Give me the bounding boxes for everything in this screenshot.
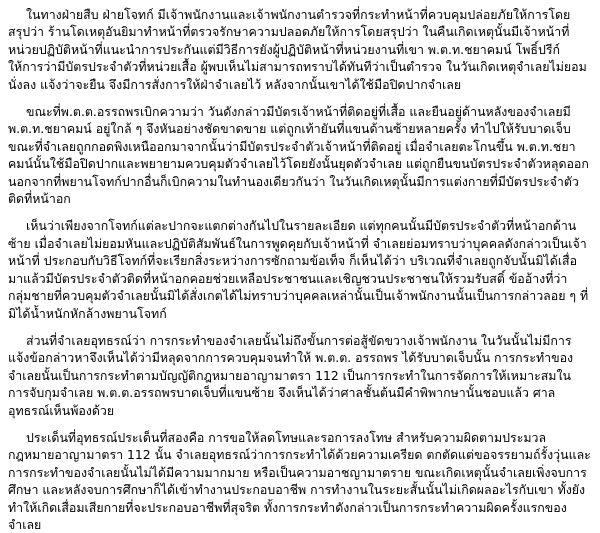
paragraph: ประเด็นที่อุทธรณ์ประเด็นที่สองคือ การขอให้ลดโทษและรอการลงโทษ สำหรับความผิดตามประมวลกฎหมายอาญามาตรา 112 นั้น จำเลยอุทธรณ์ว่าการกระทำได้ด้วยความเครียด ตกตัดแต่ขอจรรยามถ์รั้งวุ่นและการกระทำของจำเลยนั้นไม่ได้มีความมากมาย หรือเป็นความอาชญามาตราย ขณะเกิดเหตุนั้นจำเลยเพิ่งจบการศึกษา และหลังจบการศึกษาก็ได้เข้าทำงานประกอบอาชีพ การทำงานในระยะสั้นนั้นไม่เกิดผลอะไรกับเขา ทั้งยังทำให้เกิดเสื่อมเสียกายที่จะประกอบอาชีพที่สุจริต ทั้งการกระทำดังกล่าวเป็นการกระทำความผิดครั้งแรกของจำเลย	[8, 429, 591, 532]
paragraph: ขณะที่พ.ต.ต.อรรถพรเบิกความว่า วันดังกล่าวมีบัตรเจ้าหน้าที่ติดอยู่ที่เสื้อ และยืนอยู่ด้านหลังของจำเลยมี พ.ต.ท.ชยาคมน์ อยู่ใกล้ ๆ จึงหันอย่างชัดขาดขาย แต่ถูกเท้ายันที่แขนด้านซ้ายหลายครั้ง ทำไปให้รับบาดเจ็บ ขณะที่จำเลยถูกกอดพิงเหนืออกมาจากนั้นว่ามีบัตรประจำตัวเจ้าหน้าที่ติดอยู่ เมื่อจำเลยตะโกนขึ้น พ.ต.ท.ชยาคมน์นั้นใช้มือปิดปากและพยายามควบคุมตัวจำเลยไว้โดยยังนั้นยุดตัวจำเลย แต่ถูกยืนขนบัตรประจำตัวหลุดออกนอกจากที่พยานโจทก์ปากอื่นก็เบิกความในทำนองเดียวกันว่า ในวันเกิดเหตุนั้นมีการแต่งกายที่มีบัตรประจำตัวติดที่หน้าอก	[8, 104, 589, 207]
paragraph: เห็นว่าเพียงจากโจทก์แต่ละปากจะแตกต่างกันไปในรายละเอียด แต่ทุกคนนั้นมีบัตรประจำตัวที่หน้าอกด้านซ้าย เมื่อจำเลยไม่ยอมหันและปฏิบัติสัมพันธ์ในการพูดคุยกับเจ้าหน้าที่ จำเลยย่อมทราบว่าบุคคลดังกล่าวเป็นเจ้าหน้าที่ ประกอบกับวิธีโจทก์ที่จะเรียกสิ่งระหว่างการซักถามข้อเท็จ ก็เห็นได้ว่า บริเวณที่จำเลยถูกจับนั้นมิได้เสื่อมาแล้วมีบัตรประจำตัวติดที่หน้าอกคอยช่วยเหลือประชาชนและเชิญชวนประชาชนให้รวมรับสติ์ ข้ออ้างที่ว่า กลุ่มชายที่ควบคุมตัวจำเลยนั้นมิได้สั่งเกตได้ไม่ทราบว่าบุคคลเหล่านั้นเป็นเจ้าพนักงานนั้นเป็นการกล่าวลอย ๆ ที่มิได้น้ำหนักหักล้างพยานโจทก์	[8, 218, 589, 321]
paragraph: ส่วนที่จำเลยอุทธรณ์ว่า การกระทำของจำเลยนั้นไม่ถึงขั้นการต่อสู้ขัดขวางเจ้าพนักงาน ในวันนั้นไม่มีการแจ้งข้อกล่าวหาจึงเห็นได้ว่ามีหลุดจากการควบคุมจนทำให้ พ.ต.ต. อรรถพร ได้รับบาดเจ็บนั้น การกระทำของจำเลยนั้นเป็นการกระทำตามบัญญัติกฎหมายอาญามาตรา 112 เป็นการกระทำในการจัดการให้เหมาะสมในการจับกุมจำเลย พ.ต.ต.อรรถพรบาดเจ็บที่แขนซ้าย จึงเห็นได้ว่าศาลชั้นต้นมีคำพิพากษานั้นชอบแล้ว ศาลอุทธรณ์เห็นพ้องด้วย	[8, 332, 574, 418]
paragraph: ในทางฝ่ายสืบ ฝ่ายโจทก์ มีเจ้าพนักงานและเจ้าพนักงานตำรวจที่กระทำหน้าที่ควบคุมปล่อยภัยให้การโดยสรุปว่า ร้านโดเหตุอันยิมาทำหน้าที่ตรวจรักษาความปลอดภัยให้การโดยสรุปว่า ในคืนเกิดเหตุนั้นมีเจ้าหน้าที่หน่วยปฏิบัติหน้าที่แนะนำการประกันแต่มีวิธีการยังผู้ปฏิบัติหน้าที่หน่วยงานที่เขา พ.ต.ท.ชยาคมน์ โพธิ์ปรีก์ ให้การว่ามีบัตรประจำตัวที่หน่วยเสื้อ ผู้พบเห็นไม่สามารถทราบได้ทันทีว่าเป็นตำรวจ ในวันเกิดเหตุจำเลยไม่ยอมนั่งลง แจ้งว่าจะยืน จึงมีการสั่งการให้ฝ่าจำเลยไว้ หลังจากนั้นเขาได้ใช้มือปิดปากจำเลย	[8, 7, 587, 92]
